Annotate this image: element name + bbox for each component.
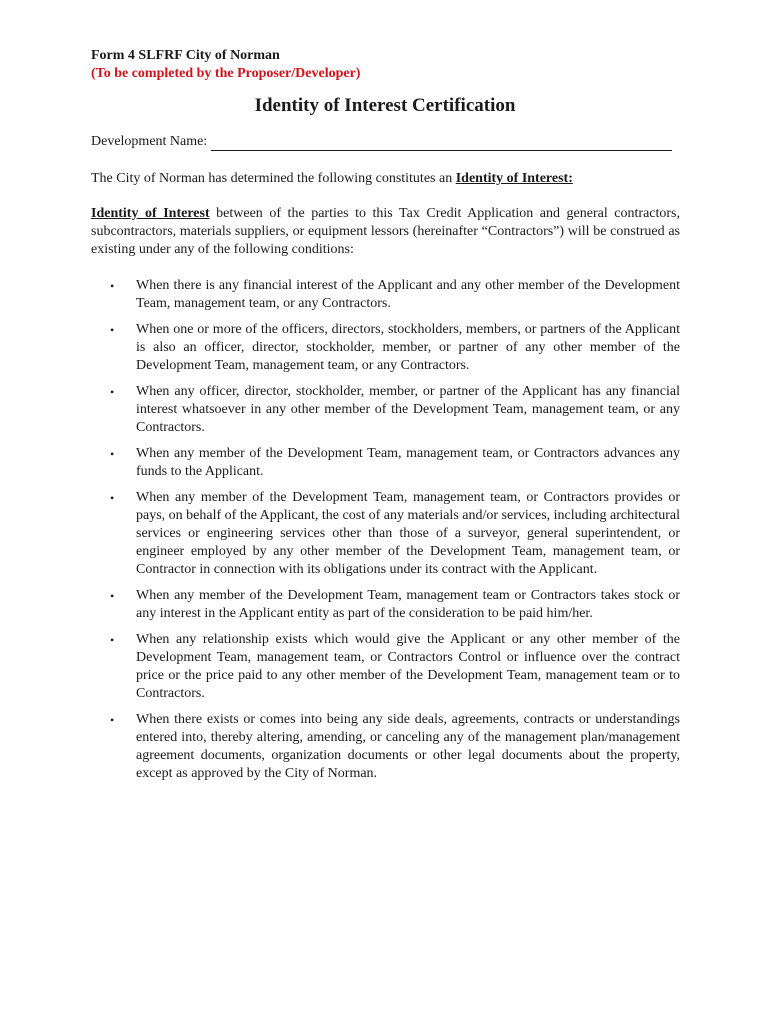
list-item (91, 631, 680, 703)
list-item (91, 587, 680, 623)
definition-paragraph (91, 205, 680, 259)
list-item (91, 277, 680, 313)
list-item (91, 321, 680, 375)
definition-text: between of the parties to this Tax Credit Application and general contractors, subcontractors, materials suppliers, or equipment lessors (hereinafter “Contractors”) will be construed as existing under any of the following conditions: (91, 206, 680, 257)
development-name-label: Development Name: (91, 134, 208, 149)
condition-text: When one or more of the officers, directors, stockholders, members, or partners of the Applicant is also an officer, director, stockholder, member, or partner of any other member of the Development Team, management team, or any Contractors. (136, 322, 680, 373)
conditions-list (91, 277, 680, 791)
bullet-icon: • (110, 633, 115, 647)
intro-emphasis: Identity of Interest: (455, 171, 573, 186)
condition-text: When any member of the Development Team, management team or Contractors takes stock or any interest in the Applicant entity as part of the consideration to be paid him/her. (136, 588, 680, 621)
completion-note: (To be completed by the Proposer/Developer) (91, 66, 361, 81)
bullet-icon: • (110, 323, 115, 337)
intro-text: The City of Norman has determined the following constitutes an (91, 171, 456, 186)
condition-text: When any officer, director, stockholder, member, or partner of the Applicant has any financial interest whatsoever in any other member of the Development Team, management team, or any Contractors. (136, 384, 680, 435)
development-name-field (91, 133, 672, 151)
bullet-icon: • (110, 447, 115, 461)
form-header (91, 47, 360, 83)
condition-text: When there is any financial interest of the Applicant and any other member of the Development Team, management team, or any Contractors. (136, 278, 680, 311)
bullet-icon: • (110, 713, 115, 727)
condition-text: When any member of the Development Team, management team, or Contractors provides or pays, on behalf of the Applicant, the cost of any materials and/or services, including architectural services or engineering services other than those of a surveyor, general superintendent, or engineer employed by any other member of the Development Team, management team, or Contractor in connection with its obligations under its contract with the Applicant. (136, 490, 680, 577)
condition-text: When any member of the Development Team, management team, or Contractors advances any funds to the Applicant. (136, 446, 680, 479)
bullet-icon: • (110, 385, 115, 399)
intro-statement (91, 170, 681, 188)
list-item (91, 383, 680, 437)
bullet-icon: • (110, 589, 115, 603)
condition-text: When any relationship exists which would give the Applicant or any other member of the Development Team, management team, or Contractors Control or influence over the contract price or the price paid to any other member of the Development Team, management team or to Contractors. (136, 632, 680, 701)
page-title: Identity of Interest Certification (254, 95, 516, 116)
development-name-blank[interactable] (211, 136, 672, 151)
condition-text: When there exists or comes into being any side deals, agreements, contracts or understandings entered into, thereby altering, amending, or canceling any of the management plan/management agreement documents, organization documents or other legal documents about the property, except as approved by the City of Norman. (136, 712, 680, 781)
definition-term: Identity of Interest (91, 206, 210, 221)
form-label: Form 4 SLFRF City of Norman (91, 48, 280, 63)
list-item (91, 445, 680, 481)
list-item (91, 711, 680, 783)
list-item (91, 489, 680, 579)
bullet-icon: • (110, 491, 115, 505)
bullet-icon: • (110, 279, 115, 293)
